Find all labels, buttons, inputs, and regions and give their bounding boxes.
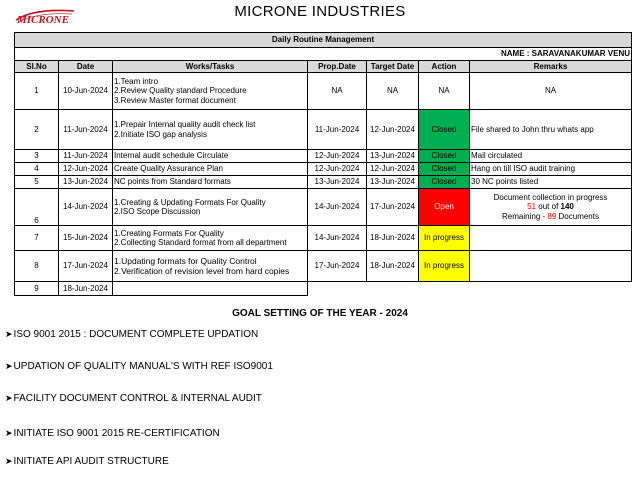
cell-remarks xyxy=(470,226,632,251)
cell-slno: 7 xyxy=(15,226,59,251)
docs-total-count: 140 xyxy=(560,202,574,212)
col-header-prop-date: Prop.Date xyxy=(308,61,367,73)
cell-remarks xyxy=(470,282,632,296)
col-header-slno: Sl.No xyxy=(15,61,59,73)
cell-remarks: NA xyxy=(470,73,632,110)
routine-table xyxy=(14,32,632,296)
cell-tasks: Internal audit schedule Circulate xyxy=(113,150,308,163)
cell-prop-date: 11-Jun-2024 xyxy=(308,110,367,150)
task-line: 2.Collecting Standard format from all department xyxy=(114,238,287,247)
cell-date: 13-Jun-2024 xyxy=(59,176,113,189)
table-row xyxy=(15,163,632,176)
cell-slno: 3 xyxy=(15,150,59,163)
cell-prop-date xyxy=(308,282,367,296)
cell-prop-date: 12-Jun-2024 xyxy=(308,163,367,176)
name-row xyxy=(15,48,632,61)
goal-text: ISO 9001 2015 : DOCUMENT COMPLETE UPDATION xyxy=(13,329,259,340)
table-row xyxy=(15,110,632,150)
cell-action-closed: Closed xyxy=(419,176,470,189)
cell-action-closed: Closed xyxy=(419,163,470,176)
cell-slno: 2 xyxy=(15,110,59,150)
table-row xyxy=(15,176,632,189)
cell-tasks xyxy=(113,189,308,226)
task-line: 3.Review Master format document xyxy=(114,95,236,105)
task-line: 1.Creating & Updating Formats For Quality xyxy=(114,197,266,207)
arrow-bullet-icon: ➤ xyxy=(5,329,13,339)
cell-date: 14-Jun-2024 xyxy=(59,189,113,226)
col-header-target-date: Target Date xyxy=(367,61,419,73)
task-line: 2.ISO Scope Discussion xyxy=(114,207,201,216)
goal-item xyxy=(5,361,273,372)
docs-done-count: 51 xyxy=(527,202,537,212)
table-row xyxy=(15,150,632,163)
task-line: 2.Initiate ISO gap analysis xyxy=(114,129,207,139)
goal-item xyxy=(5,428,220,439)
cell-action xyxy=(419,282,470,296)
cell-remarks: Hang on till ISO audit training xyxy=(470,163,632,176)
task-line: 1.Creating Formats For Quality xyxy=(114,228,224,238)
table-row xyxy=(15,73,632,110)
cell-prop-date: 14-Jun-2024 xyxy=(308,226,367,251)
col-header-remarks: Remarks xyxy=(470,61,632,73)
table-row xyxy=(15,282,632,296)
cell-target-date: 18-Jun-2024 xyxy=(367,251,419,282)
cell-tasks: NC points from Standard formats xyxy=(113,176,308,189)
goal-text: FACILITY DOCUMENT CONTROL & INTERNAL AUDIT xyxy=(13,393,262,404)
employee-name: NAME : SARAVANAKUMAR VENU xyxy=(15,48,632,61)
cell-tasks xyxy=(113,73,308,110)
cell-action: NA xyxy=(419,73,470,110)
company-title: MICRONE INDUSTRIES xyxy=(234,3,406,20)
col-header-tasks: Works/Tasks xyxy=(113,61,308,73)
cell-slno: 5 xyxy=(15,176,59,189)
cell-target-date: 18-Jun-2024 xyxy=(367,226,419,251)
goal-setting-title: GOAL SETTING OF THE YEAR - 2024 xyxy=(232,308,408,319)
remarks-progress xyxy=(471,202,630,211)
cell-tasks: Create Quality Assurance Plan xyxy=(113,163,308,176)
remarks-line: Document collection in progress xyxy=(493,193,608,203)
cell-slno: 1 xyxy=(15,73,59,110)
cell-target-date: 13-Jun-2024 xyxy=(367,176,419,189)
table-row xyxy=(15,189,632,226)
cell-date: 17-Jun-2024 xyxy=(59,251,113,282)
cell-target-date xyxy=(367,282,419,296)
cell-date: 10-Jun-2024 xyxy=(59,73,113,110)
cell-date: 12-Jun-2024 xyxy=(59,163,113,176)
cell-date: 18-Jun-2024 xyxy=(59,282,113,296)
cell-prop-date: 12-Jun-2024 xyxy=(308,150,367,163)
cell-action-in-progress: In progress xyxy=(419,226,470,251)
cell-slno: 9 xyxy=(15,282,59,296)
cell-action-closed: Closed xyxy=(419,150,470,163)
cell-remarks: Mail circulated xyxy=(470,150,632,163)
cell-date: 11-Jun-2024 xyxy=(59,110,113,150)
arrow-bullet-icon: ➤ xyxy=(5,361,13,371)
col-header-action: Action xyxy=(419,61,470,73)
cell-tasks xyxy=(113,282,308,296)
cell-remarks xyxy=(470,251,632,282)
goal-item xyxy=(5,456,169,467)
cell-remarks: 30 NC points listed xyxy=(470,176,632,189)
cell-prop-date: 17-Jun-2024 xyxy=(308,251,367,282)
documents-text: Documents xyxy=(556,211,599,221)
out-of-text: out of xyxy=(536,202,561,212)
table-row xyxy=(15,226,632,251)
cell-target-date: 17-Jun-2024 xyxy=(367,189,419,226)
cell-action-open: Open xyxy=(419,189,470,226)
cell-date: 11-Jun-2024 xyxy=(59,150,113,163)
cell-remarks xyxy=(470,189,632,226)
arrow-bullet-icon: ➤ xyxy=(5,428,13,438)
cell-target-date: 12-Jun-2024 xyxy=(367,110,419,150)
goal-item xyxy=(5,393,262,404)
cell-action-in-progress: In progress xyxy=(419,251,470,282)
cell-tasks xyxy=(113,110,308,150)
goal-text: INITIATE ISO 9001 2015 RE-CERTIFICATION xyxy=(13,428,220,439)
remaining-label: Remaining - xyxy=(502,211,548,221)
cell-prop-date: 14-Jun-2024 xyxy=(308,189,367,226)
goal-item xyxy=(5,329,258,340)
arrow-bullet-icon: ➤ xyxy=(5,393,13,403)
task-line: 1.Updating formats for Quality Control xyxy=(114,256,257,266)
title-row xyxy=(15,33,632,48)
cell-prop-date: NA xyxy=(308,73,367,110)
cell-tasks xyxy=(113,226,308,251)
goal-text: INITIATE API AUDIT STRUCTURE xyxy=(13,456,169,467)
sheet-title: Daily Routine Management xyxy=(15,33,632,48)
cell-target-date: 12-Jun-2024 xyxy=(367,163,419,176)
remarks-remaining xyxy=(471,212,630,221)
cell-slno: 6 xyxy=(15,189,59,226)
task-line: 1.Prepair Internal quality audit check list xyxy=(114,120,256,130)
task-line: 1.Team intro xyxy=(114,77,159,87)
cell-target-date: 13-Jun-2024 xyxy=(367,150,419,163)
cell-remarks: File shared to John thru whats app xyxy=(470,110,632,150)
logo-text: MICRONE xyxy=(17,14,69,26)
cell-slno: 8 xyxy=(15,251,59,282)
cell-target-date: NA xyxy=(367,73,419,110)
cell-tasks xyxy=(113,251,308,282)
table-row xyxy=(15,251,632,282)
arrow-bullet-icon: ➤ xyxy=(5,456,13,466)
header-row xyxy=(15,61,632,73)
task-line: 2.Review Quality standard Procedure xyxy=(114,86,247,96)
cell-date: 15-Jun-2024 xyxy=(59,226,113,251)
docs-remaining-count: 89 xyxy=(547,211,557,221)
cell-prop-date: 13-Jun-2024 xyxy=(308,176,367,189)
task-line: 2.Verification of revision level from hard copies xyxy=(114,266,290,276)
goal-text: UPDATION OF QUALITY MANUAL'S WITH REF ISO9001 xyxy=(13,361,273,372)
col-header-date: Date xyxy=(59,61,113,73)
cell-slno: 4 xyxy=(15,163,59,176)
cell-action-closed: Closed xyxy=(419,110,470,150)
